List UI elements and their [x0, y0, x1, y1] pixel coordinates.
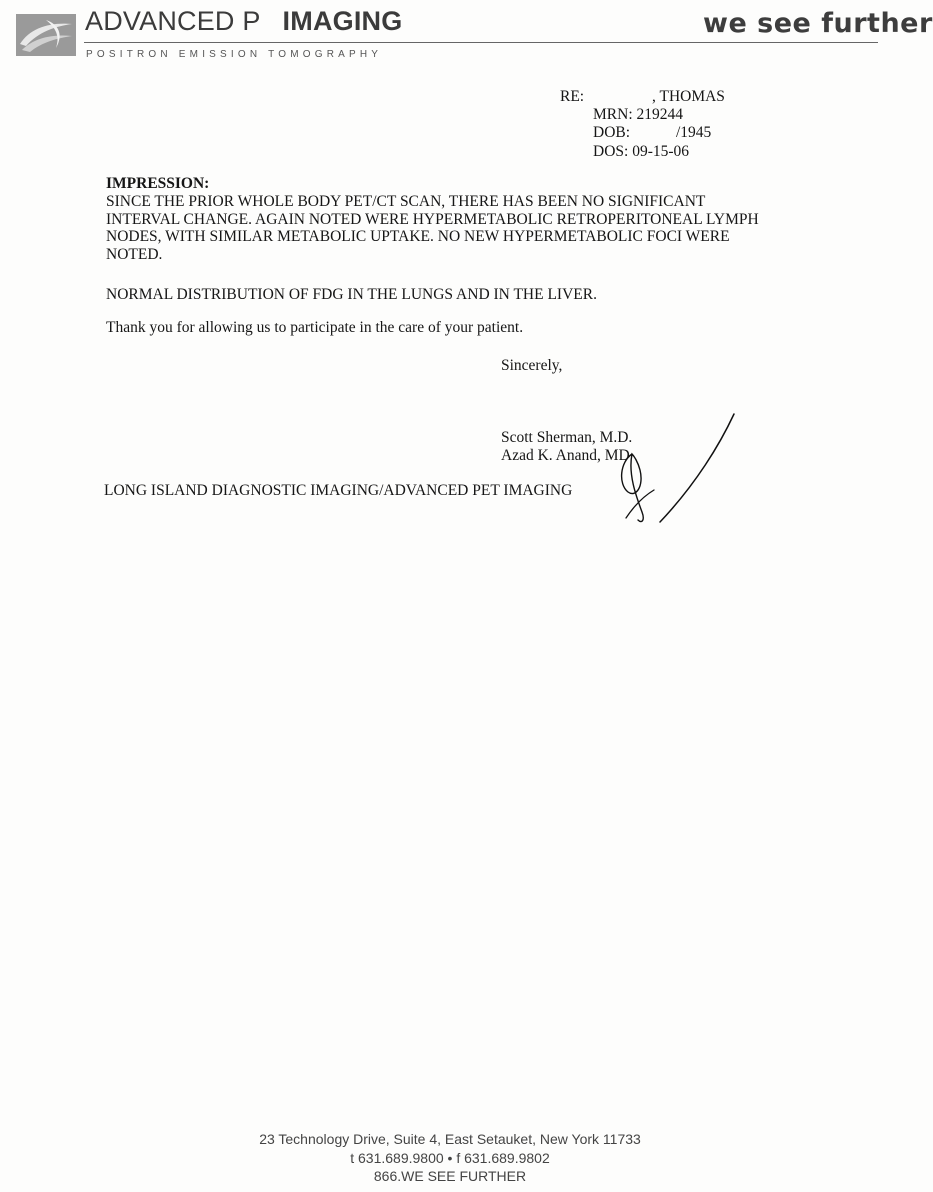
impression-text — [106, 193, 806, 263]
organization-name: LONG ISLAND DIAGNOSTIC IMAGING/ADVANCED PET IMAGING — [104, 482, 573, 499]
signatory-name: Scott Sherman, M.D. — [501, 429, 633, 446]
brand-name-second: IMAGING — [282, 6, 403, 36]
patient-dob-value: /1945 — [676, 124, 712, 141]
brand-name — [85, 6, 402, 37]
handwritten-signature-icon — [612, 410, 742, 525]
patient-dob-label: DOB: — [593, 124, 631, 141]
impression-heading: IMPRESSION: — [106, 175, 210, 192]
fdg-distribution-note: NORMAL DISTRIBUTION OF FDG IN THE LUNGS AND IN THE LIVER. — [106, 286, 597, 303]
patient-mrn: MRN: 219244 — [593, 106, 683, 123]
impression-line: NOTED. — [106, 245, 163, 263]
signatory-name: Azad K. Anand, MD — [501, 447, 630, 464]
brand-subtitle: POSITRON EMISSION TOMOGRAPHY — [86, 49, 383, 60]
tagline: we see further — [703, 8, 933, 39]
re-label: RE: — [560, 88, 585, 105]
closing-salutation: Sincerely, — [501, 357, 563, 374]
date-of-service: DOS: 09-15-06 — [593, 143, 690, 160]
thank-you-note: Thank you for allowing us to participate in the care of your patient. — [106, 319, 524, 336]
impression-line: SINCE THE PRIOR WHOLE BODY PET/CT SCAN, THERE HAS BEEN NO SIGNIFICANT — [106, 193, 706, 210]
impression-line: NODES, WITH SIMILAR METABOLIC UPTAKE. NO NEW HYPERMETABOLIC FOCI WERE — [106, 228, 730, 245]
footer-phone: t 631.689.9800 • f 631.689.9802 — [350, 1150, 550, 1166]
company-logo-icon — [16, 14, 76, 56]
footer-address: 23 Technology Drive, Suite 4, East Setauket, New York 11733 — [259, 1131, 641, 1147]
impression-line: INTERVAL CHANGE. AGAIN NOTED WERE HYPERMETABOLIC RETROPERITONEAL LYMPH — [106, 210, 759, 228]
brand-name-first: ADVANCED P — [85, 6, 261, 36]
letterhead-rule — [84, 42, 878, 43]
patient-name: , THOMAS — [652, 88, 725, 105]
footer-toll-free: 866.WE SEE FURTHER — [373, 1168, 527, 1184]
